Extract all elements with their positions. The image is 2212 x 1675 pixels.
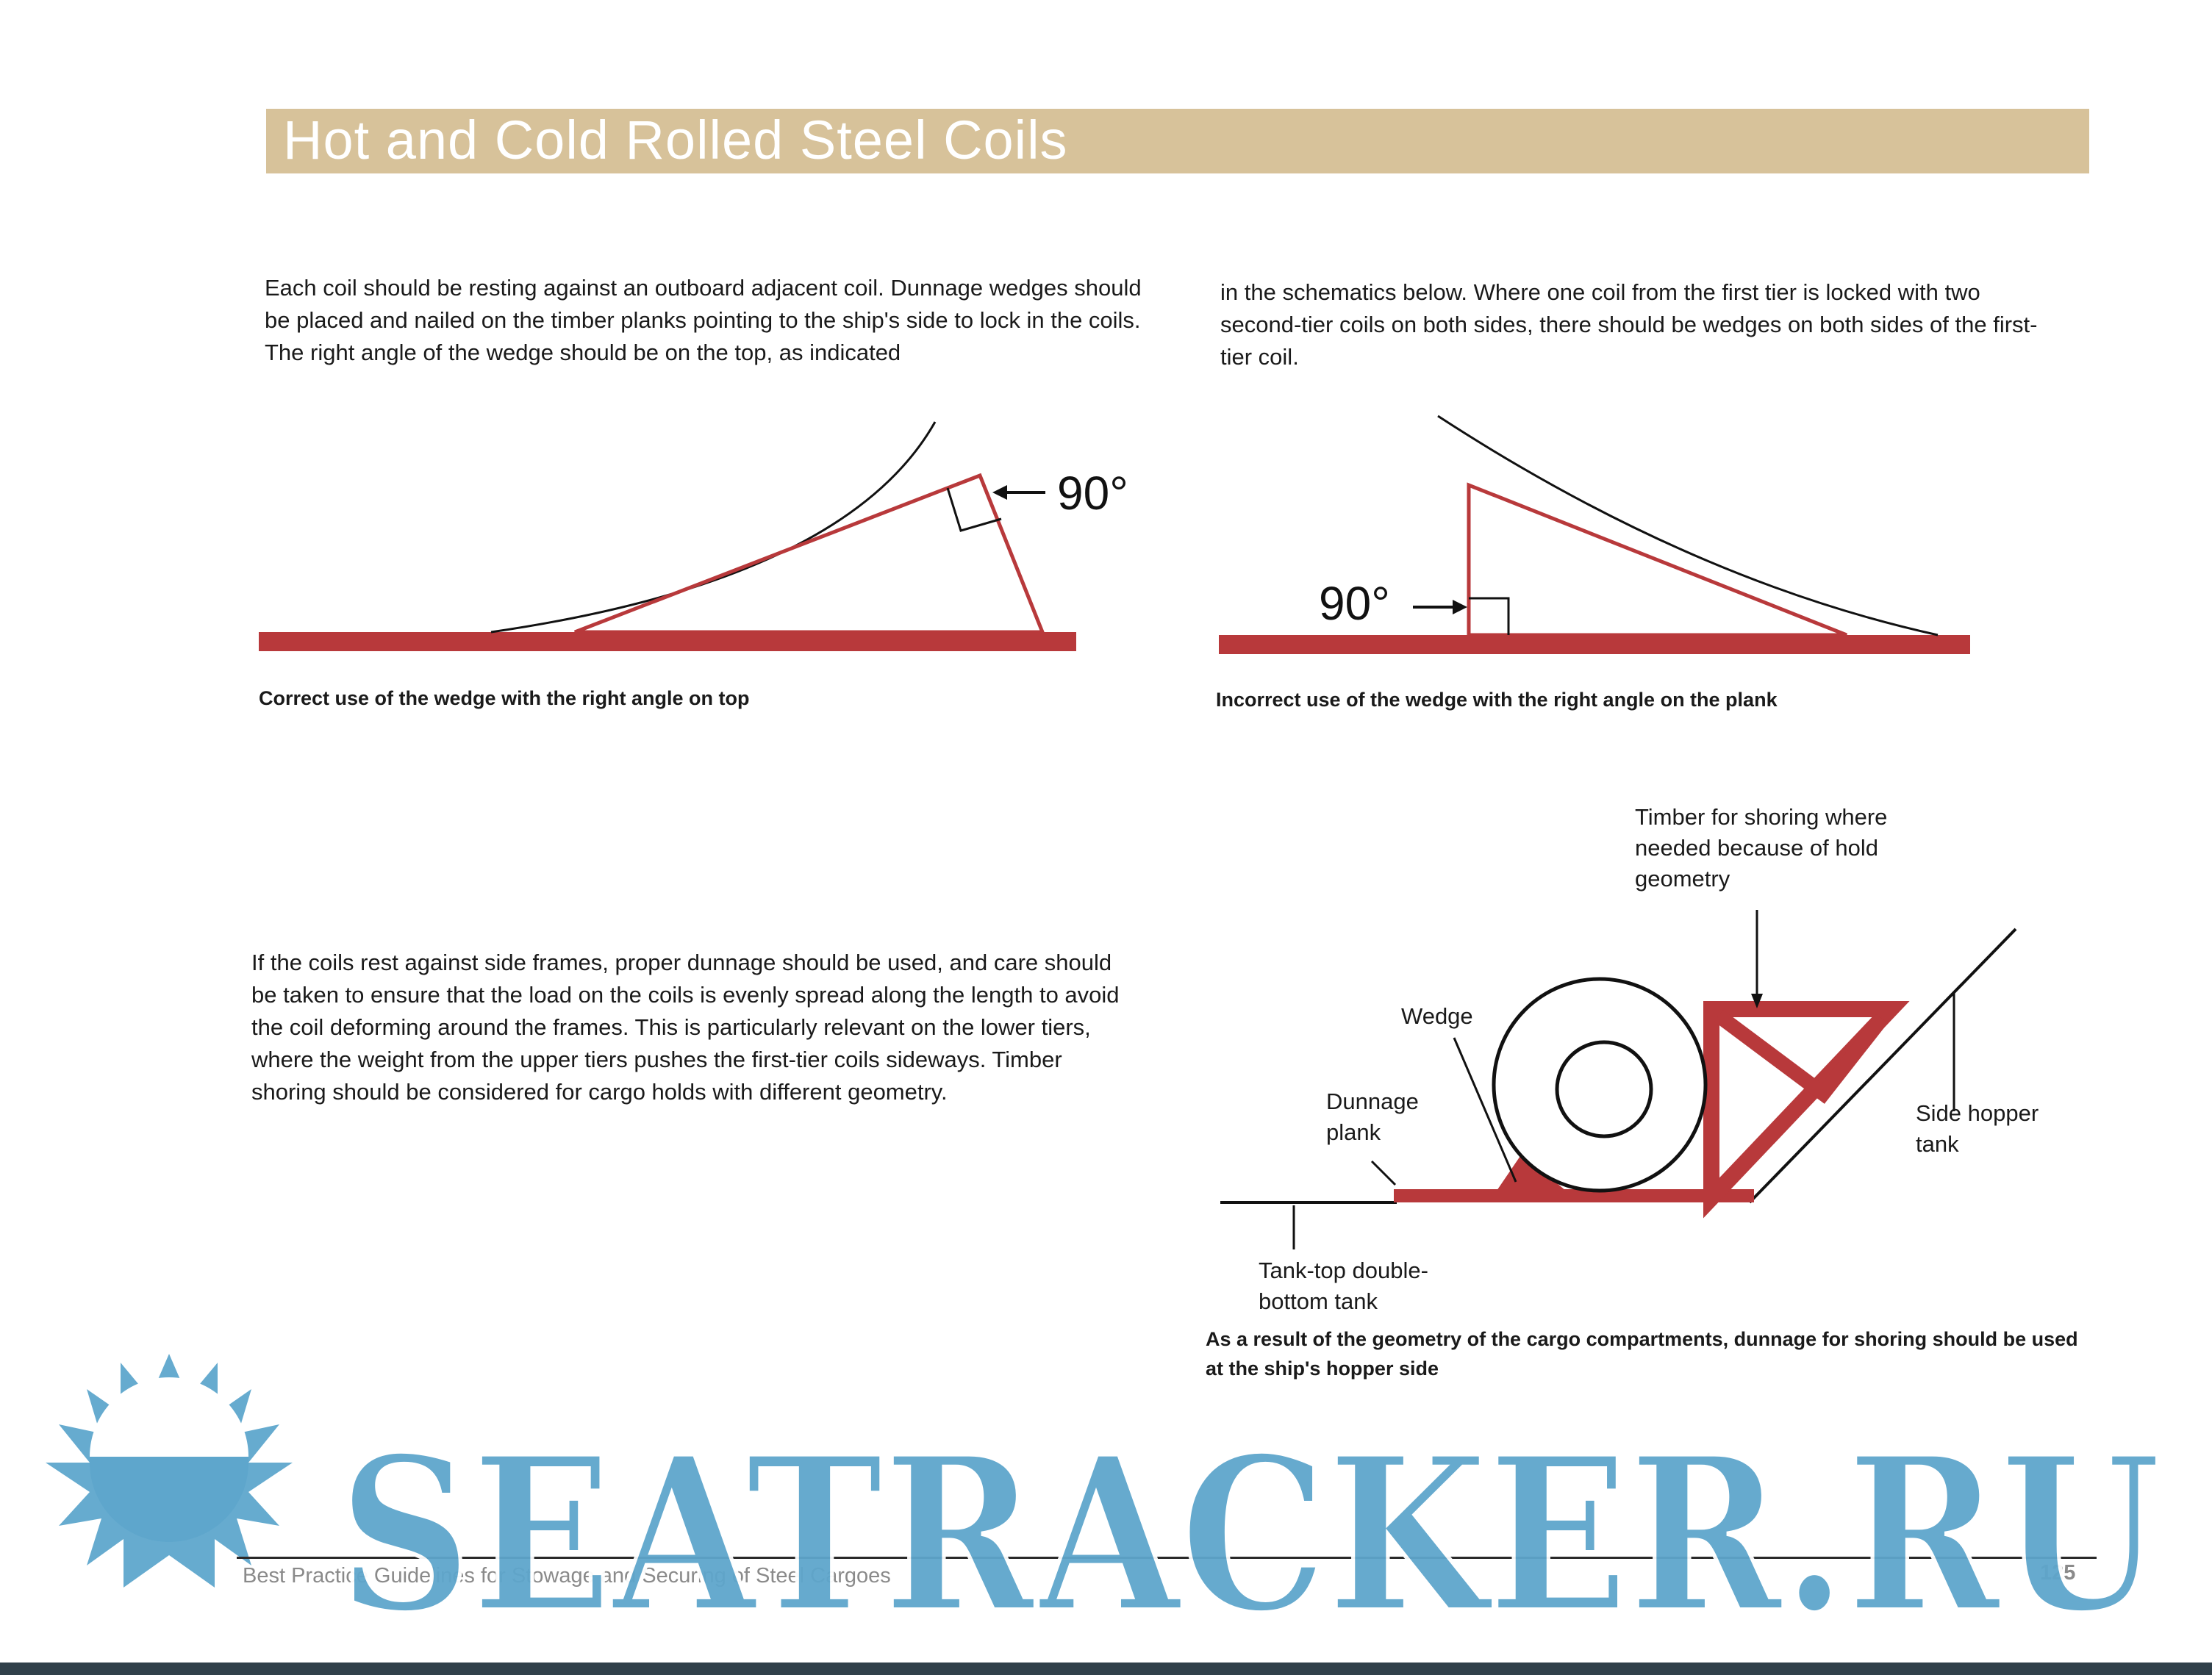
paragraph-3: If the coils rest against side frames, proper dunnage should be used, and care should be taken to ensure that the load on the coils is evenly spread along the length to avoid the coil deforming around the frames. This is particularly relevant on the lower tiers, where the weight from the upper tiers pushes the first-tier coils sideways. Timber shoring should be considered for cargo holds with different geometry. bbox=[251, 950, 1120, 1105]
label-wedge: Wedge bbox=[1401, 1003, 1473, 1029]
bottom-band bbox=[0, 1663, 2212, 1675]
footer-title: Best Practice Guidelines for Stowage and Securing of Steel Cargoes bbox=[243, 1564, 891, 1588]
watermark-text: SEATRACKER.RU bbox=[338, 1410, 2161, 1660]
label-timber-shoring: Timber for shoring where needed because of hold geometry bbox=[1635, 804, 1888, 892]
paragraph-1: Each coil should be resting against an outboard adjacent coil. Dunnage wedges should be placed and nailed on the timber planks pointing to the ship's side to lock in the coils. The right angle of the wedge should be on the top, as indicated bbox=[265, 275, 1142, 365]
label-dunnage-plank: Dunnage plank bbox=[1326, 1088, 1419, 1145]
caption-hopper: As a result of the geometry of the cargo compartments, dunnage for shoring should be used at the ship's hopper side bbox=[1206, 1328, 2078, 1380]
angle-label-incorrect: 90° bbox=[1319, 577, 1390, 630]
caption-correct: Correct use of the wedge with the right angle on top bbox=[259, 687, 750, 709]
label-side-hopper-tank: Side hopper tank bbox=[1916, 1100, 2039, 1157]
caption-incorrect: Incorrect use of the wedge with the right angle on the plank bbox=[1216, 689, 1778, 711]
angle-label-correct: 90° bbox=[1057, 467, 1128, 520]
page-title: Hot and Cold Rolled Steel Coils bbox=[283, 110, 1068, 171]
label-tank-top: Tank-top double-bottom tank bbox=[1259, 1258, 1428, 1314]
page-number: 125 bbox=[2040, 1561, 2076, 1585]
paragraph-2: in the schematics below. Where one coil from the first tier is locked with two second-tier coils on both sides, there should be wedges on both sides of the first-tier coil. bbox=[1220, 279, 2038, 370]
